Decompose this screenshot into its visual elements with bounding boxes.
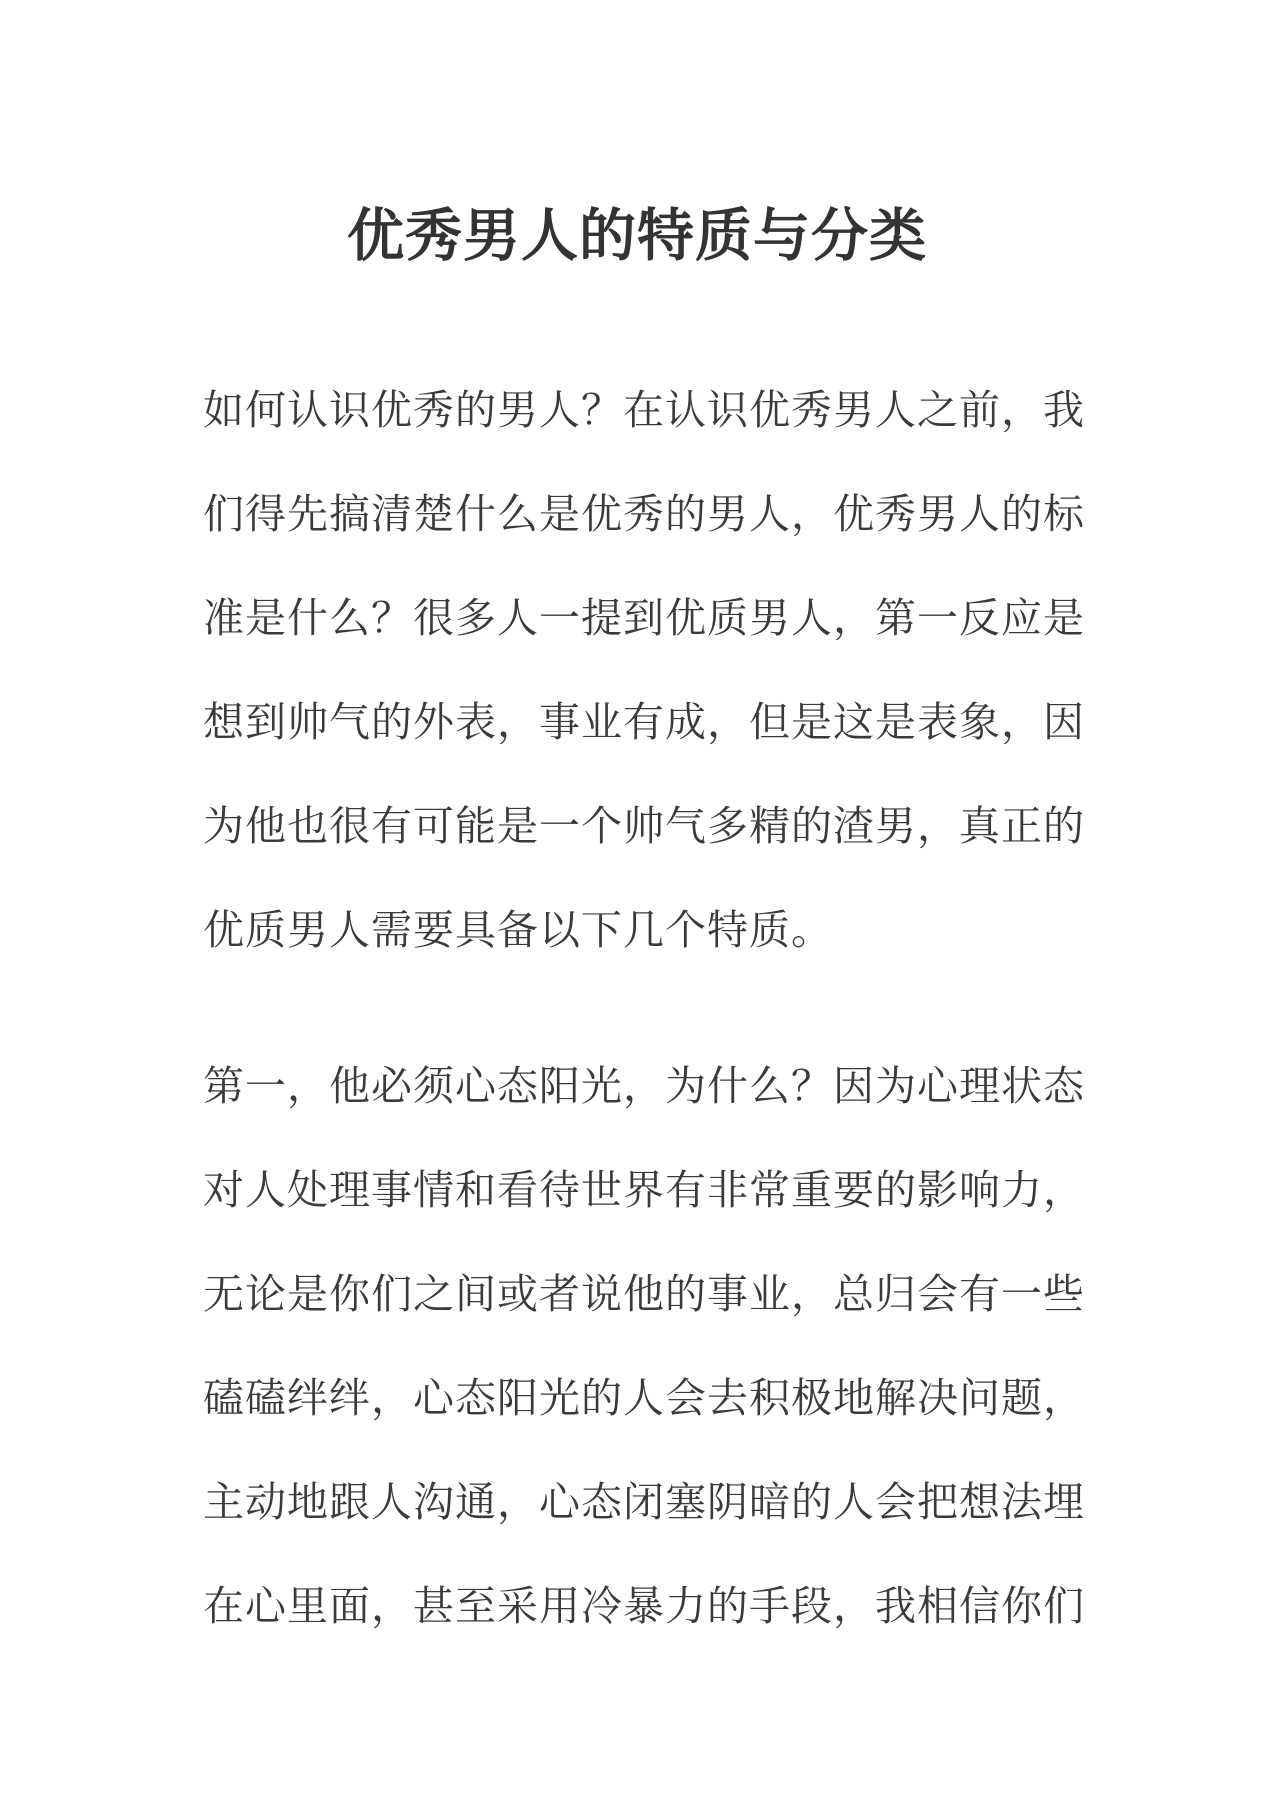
paragraph-line: 磕磕绊绊，心态阳光的人会去积极地解决问题， bbox=[203, 1374, 1085, 1422]
paragraph-line: 第一，他必须心态阳光，为什么？因为心理状态 bbox=[203, 1062, 1085, 1110]
paragraph-line: 在心里面，甚至采用冷暴力的手段，我相信你们 bbox=[203, 1582, 1085, 1630]
paragraph-line: 主动地跟人沟通，心态闭塞阴暗的人会把想法埋 bbox=[203, 1478, 1085, 1526]
paragraph-line: 对人处理事情和看待世界有非常重要的影响力， bbox=[203, 1166, 1085, 1214]
document-title: 优秀男人的特质与分类 bbox=[347, 203, 927, 269]
paragraph-line: 优质男人需要具备以下几个特质。 bbox=[203, 906, 833, 954]
paragraph-line: 想到帅气的外表，事业有成，但是这是表象，因 bbox=[203, 698, 1085, 746]
paragraph-line: 准是什么？很多人一提到优质男人，第一反应是 bbox=[203, 594, 1085, 642]
paragraph-line: 们得先搞清楚什么是优秀的男人，优秀男人的标 bbox=[203, 490, 1085, 538]
paragraph-line: 为他也很有可能是一个帅气多精的渣男，真正的 bbox=[203, 802, 1085, 850]
paragraph-1 bbox=[203, 358, 1085, 982]
paragraph-line: 无论是你们之间或者说他的事业，总归会有一些 bbox=[203, 1270, 1085, 1318]
paragraph-2 bbox=[203, 1034, 1085, 1658]
paragraph-line: 如何认识优秀的男人？在认识优秀男人之前，我 bbox=[203, 386, 1085, 434]
